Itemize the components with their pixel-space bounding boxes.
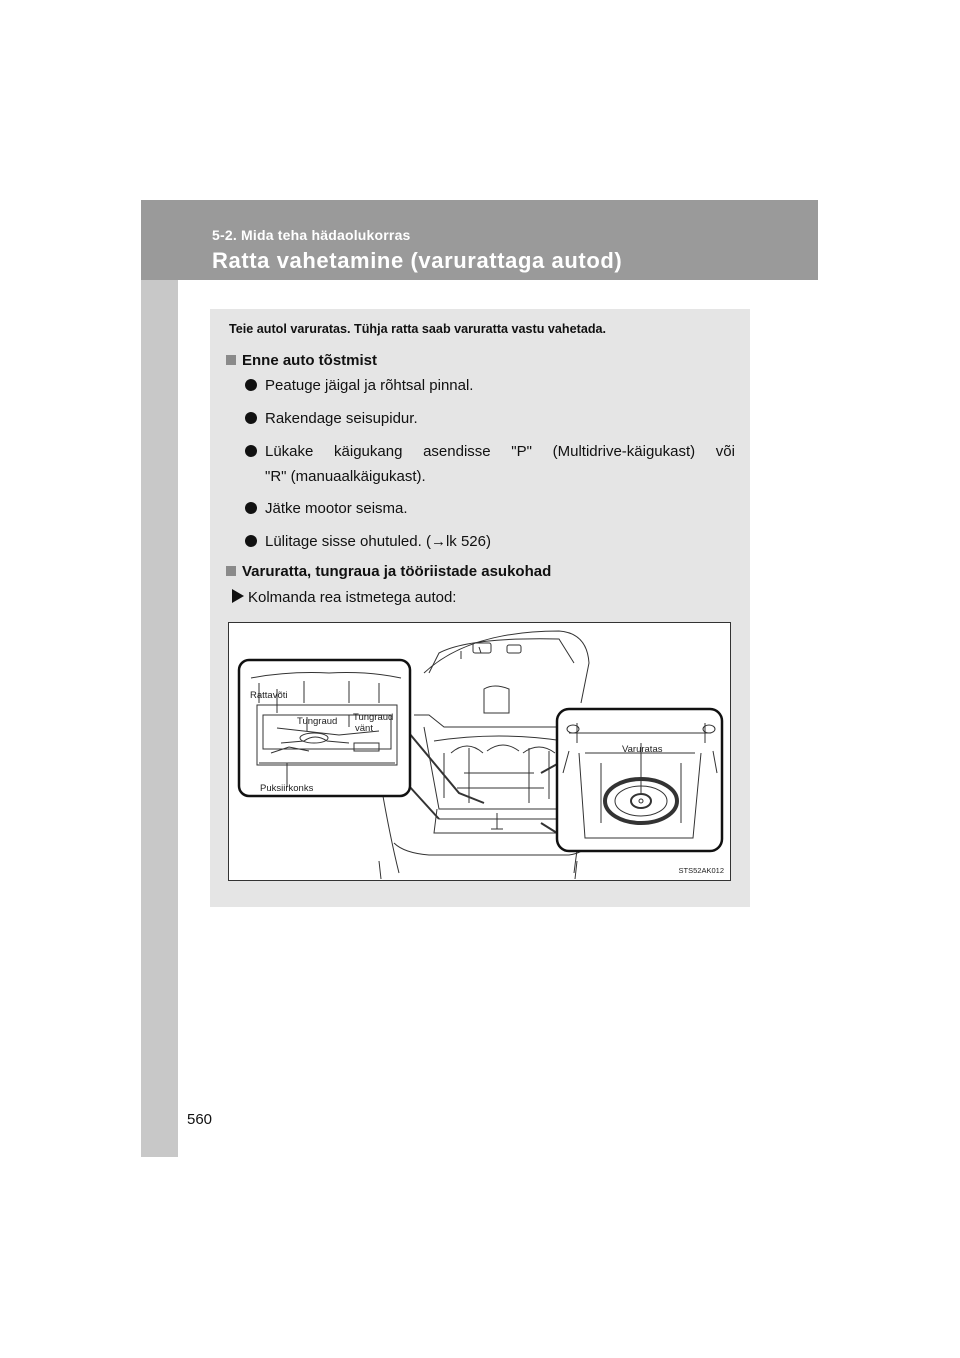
label-towing-eyelet: Puksiirkonks <box>260 783 314 794</box>
tools-inset <box>239 660 410 796</box>
square-bullet-icon <box>226 566 236 576</box>
bullet-item <box>245 440 735 488</box>
bullet-dot-icon <box>245 535 257 547</box>
label-jack-handle-1: Tungraud <box>353 712 394 723</box>
heading-text: Varuratta, tungraua ja tööriistade asukohad <box>242 563 552 580</box>
label-jack-handle-2: vänt <box>355 723 373 734</box>
bullet-text: Lülitage sisse ohutuled. (→lk 526) <box>265 533 491 550</box>
bullet-item <box>245 407 735 430</box>
triangle-arrow-icon <box>232 589 244 603</box>
label-jack: Tungraud <box>297 716 338 727</box>
bullet-text: Rakendage seisupidur. <box>265 410 418 427</box>
bullet-item <box>245 497 735 520</box>
arrow-item <box>232 588 456 606</box>
bullet-dot-icon <box>245 502 257 514</box>
page-number: 560 <box>187 1111 213 1128</box>
figure-code: STS52AK012 <box>678 866 724 875</box>
bullet-item <box>245 530 735 553</box>
bullet-dot-icon <box>245 379 257 391</box>
content-box <box>210 309 750 907</box>
heading-text: Enne auto tõstmist <box>242 352 378 369</box>
label-wheel-wrench: Rattavõti <box>250 690 288 701</box>
section-label: 5-2. Mida teha hädaolukorras <box>212 227 411 243</box>
bullet-text: Jätke mootor seisma. <box>265 500 408 517</box>
page-title: Ratta vahetamine (varurattaga autod) <box>212 248 623 273</box>
bullet-dot-icon <box>245 445 257 457</box>
heading-before-lifting <box>226 352 377 369</box>
sidebar-strip <box>141 200 178 1157</box>
heading-locations <box>226 563 551 580</box>
bullet-text-continued: "R" (manuaalkäigukast). <box>265 468 426 485</box>
bullet-item <box>245 374 735 397</box>
arrow-item-text: Kolmanda rea istmetega autod: <box>248 589 457 606</box>
square-bullet-icon <box>226 355 236 365</box>
bullet-dot-icon <box>245 412 257 424</box>
spare-tire-inset <box>557 709 722 851</box>
bullet-text: Lükake käigukang asendisse "P" (Multidrive-käigukast) või <box>265 443 735 460</box>
page-header <box>141 200 818 280</box>
trunk-illustration <box>228 622 731 881</box>
label-spare-tire: Varuratas <box>622 744 663 755</box>
intro-text: Teie autol varuratas. Tühja ratta saab varuratta vastu vahetada. <box>229 322 607 336</box>
bullet-text: Peatuge jäigal ja rõhtsal pinnal. <box>265 377 474 394</box>
